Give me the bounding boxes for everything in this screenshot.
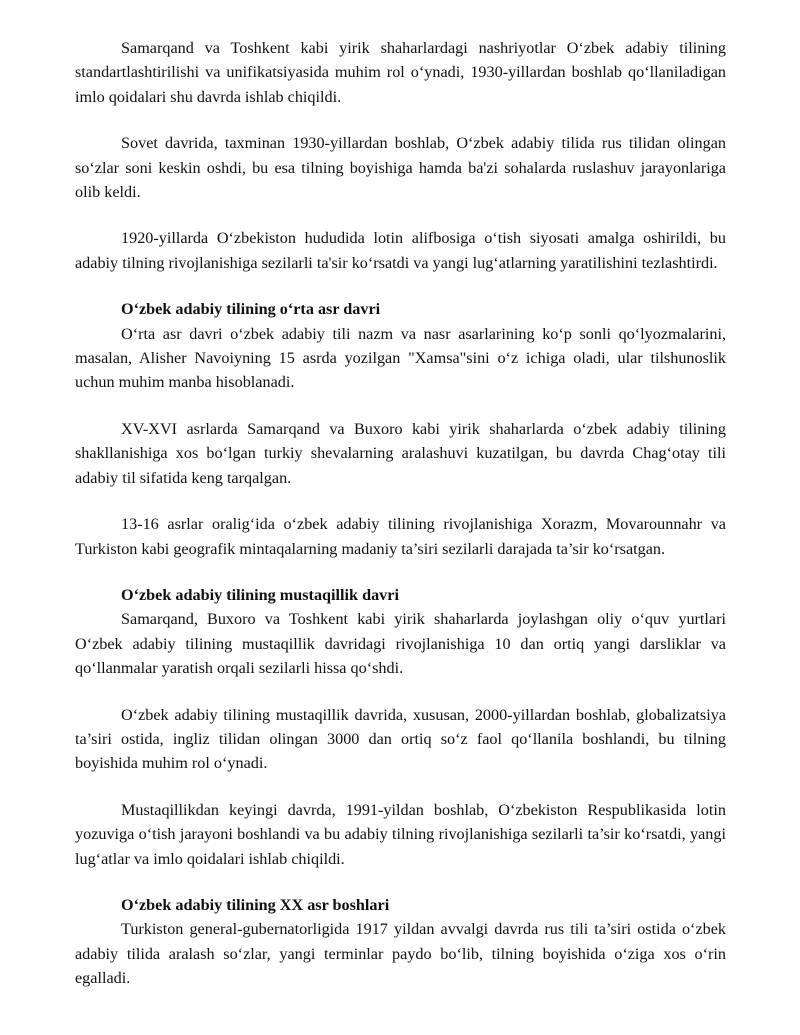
section-heading-independence: O‘zbek adabiy tilining mustaqillik davri: [121, 585, 399, 604]
intro-paragraph-2: Sovet davrida, taxminan 1930-yillardan boshlab, O‘zbek adabiy tilida rus tilidan olingan so‘zlar soni keskin oshdi, bu esa tilning boyishiga hamda ba'zi sohalarda ruslashuv jarayonlariga olib keldi.: [75, 134, 726, 202]
middle-ages-paragraph-2: XV-XVI asrlarda Samarqand va Buxoro kabi yirik shaharlarda o‘zbek adabiy tilining shakllanishiga xos bo‘lgan turkiy shevalarning aralashuvi kuzatilgan, bu davrda Chag‘otay tili adabiy til sifatida keng tarqalgan.: [75, 419, 726, 487]
section-heading-middle-ages: O‘zbek adabiy tilining o‘rta asr davri: [121, 300, 381, 319]
section-heading-20th-century: O‘zbek adabiy tilining XX asr boshlari: [121, 895, 390, 914]
middle-ages-paragraph-1: O‘rta asr davri o‘zbek adabiy tili nazm va nasr asarlarining ko‘p sonli qo‘lyozmalarini, masalan, Alisher Navoiyning 15 asrda yozilgan "Xamsa"sini o‘z ichiga oladi, ular tilshunoslik uchun muhim manba hisoblanadi.: [75, 324, 726, 392]
independence-paragraph-3: Mustaqillikdan keyingi davrda, 1991-yildan boshlab, O‘zbekiston Respublikasida lotin yozuviga o‘tish jarayoni boshlandi va bu adabiy tilning rivojlanishiga sezilarli ta’sir ko‘rsatdi, yangi lug‘atlar va imlo qoidalari ishlab chiqildi.: [75, 800, 726, 868]
intro-paragraph-3: 1920-yillarda O‘zbekiston hududida lotin alifbosiga o‘tish siyosati amalga oshirildi, bu adabiy tilning rivojlanishiga sezilarli ta'sir ko‘rsatdi va yangi lug‘atlarning yaratilishini tezlashtirdi.: [75, 229, 726, 272]
20th-century-paragraph-1: Turkiston general-gubernatorligida 1917 yildan avvalgi davrda rus tili ta’siri ostida o‘zbek adabiy tilida aralash so‘zlar, yangi terminlar paydo bo‘lib, tilning boyishida o‘ziga xos o‘rin egalladi.: [75, 920, 726, 988]
independence-paragraph-1: Samarqand, Buxoro va Toshkent kabi yirik shaharlarda joylashgan oliy o‘quv yurtlari O‘zbek adabiy tilining mustaqillik davridagi rivojlanishiga 10 dan ortiq yangi darsliklar va qo‘llanmalar yaratish orqali sezilarli hissa qo‘shdi.: [75, 610, 726, 678]
independence-paragraph-2: O‘zbek adabiy tilining mustaqillik davrida, xususan, 2000-yillardan boshlab, globalizatsiya ta’siri ostida, ingliz tilidan olingan 3000 dan ortiq so‘z faol qo‘llanila boshlandi, bu tilning boyishida muhim rol o‘ynadi.: [75, 705, 726, 773]
document-page: [75, 36, 726, 1013]
middle-ages-paragraph-3: 13-16 asrlar oralig‘ida o‘zbek adabiy tilining rivojlanishiga Xorazm, Movarounnahr va Turkiston kabi geografik mintaqalarning madaniy ta’siri sezilarli darajada ta’sir ko‘rsatgan.: [75, 515, 726, 558]
intro-paragraph-1: Samarqand va Toshkent kabi yirik shaharlardagi nashriyotlar O‘zbek adabiy tilining standartlashtirilishi va unifikatsiyasida muhim rol o‘ynadi, 1930-yillardan boshlab qo‘llaniladigan imlo qoidalari shu davrda ishlab chiqildi.: [75, 39, 726, 106]
